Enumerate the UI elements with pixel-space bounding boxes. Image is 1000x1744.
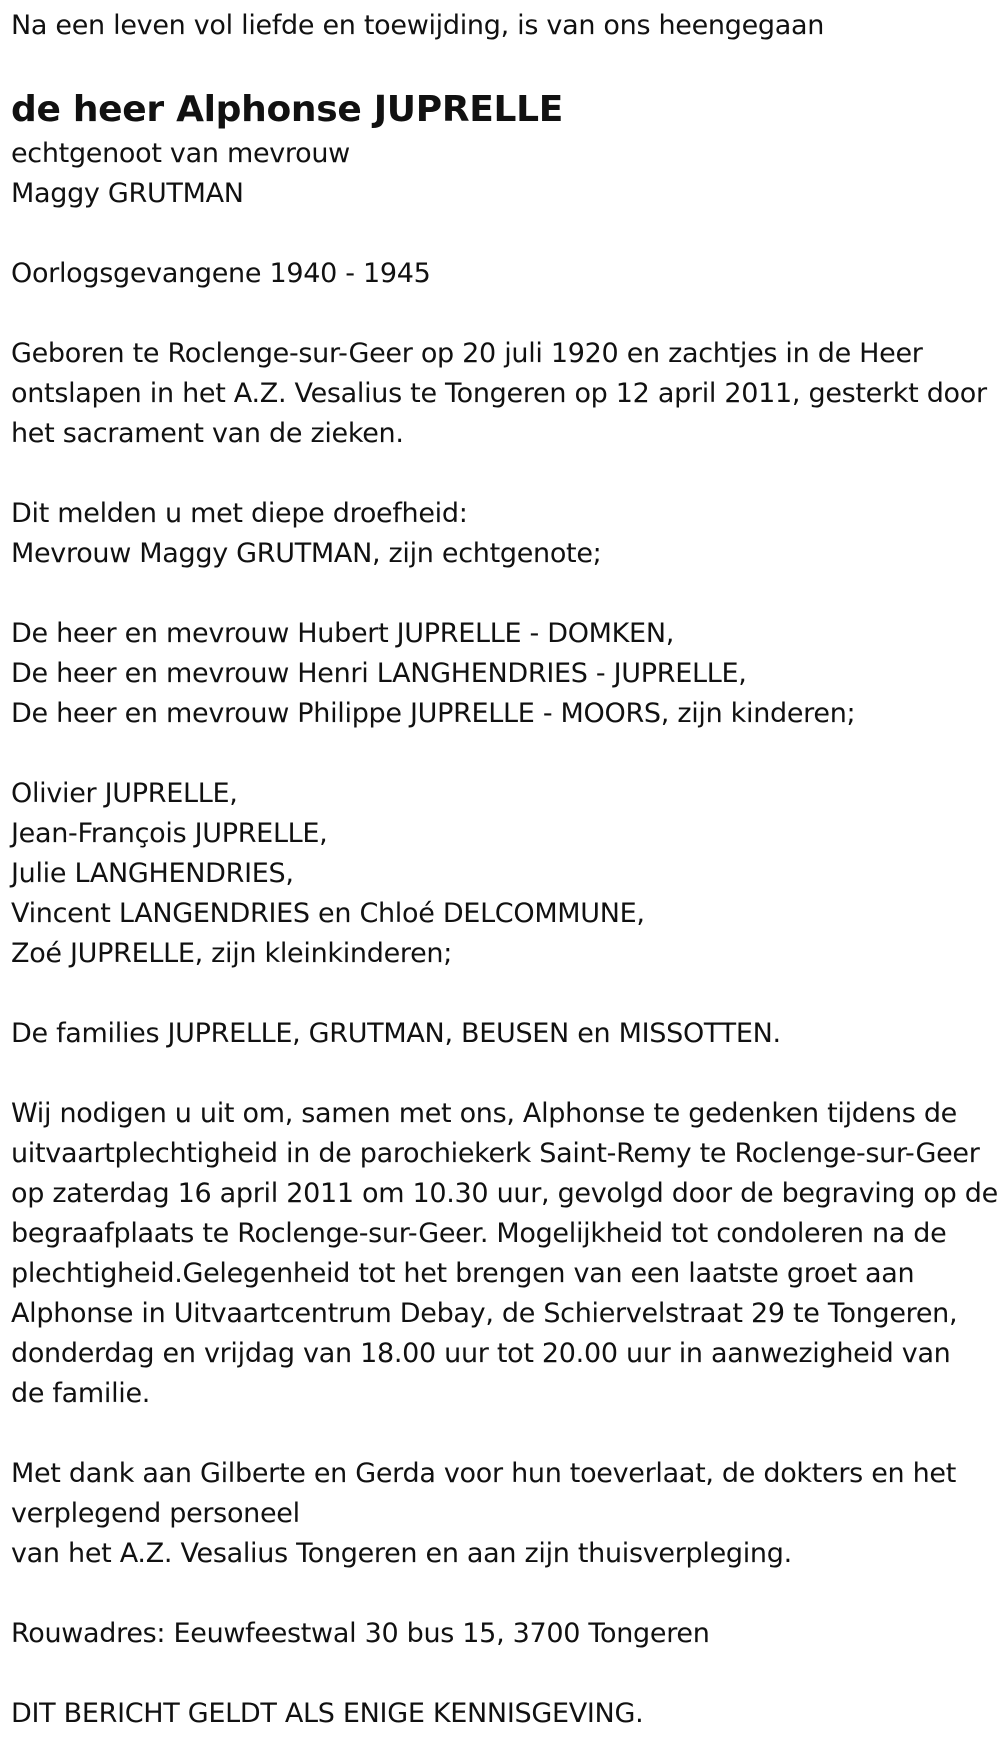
paragraph-line: donderdag en vrijdag van 18.00 uur tot 20.00 uur in aanwezigheid van <box>11 1338 951 1369</box>
spouse-entry: Mevrouw Maggy GRUTMAN, zijn echtgenote; <box>11 538 602 569</box>
list-item: De heer en mevrouw Henri LANGHENDRIES - JUPRELLE, <box>11 658 747 689</box>
spacer <box>11 1574 991 1614</box>
list-item: Jean-François JUPRELLE, <box>11 818 328 849</box>
paragraph-line: Geboren te Roclenge-sur-Geer op 20 juli 1920 en zachtjes in de Heer <box>11 338 923 369</box>
paragraph-line: Wij nodigen u uit om, samen met ons, Alphonse te gedenken tijdens de <box>11 1098 957 1129</box>
paragraph-line: het sacrament van de zieken. <box>11 418 404 449</box>
thanks-paragraph <box>11 1454 991 1574</box>
spacer <box>11 46 991 86</box>
list-item: Olivier JUPRELLE, <box>11 778 238 809</box>
death-notice <box>11 0 998 1734</box>
ceremony-paragraph <box>11 1094 998 1414</box>
spacer <box>11 974 991 1014</box>
grandchildren-list <box>11 774 991 974</box>
spacer <box>11 574 991 614</box>
spacer <box>11 1054 991 1094</box>
list-item: Vincent LANGENDRIES en Chloé DELCOMMUNE, <box>11 898 645 929</box>
paragraph-line: verplegend personeel <box>11 1498 300 1529</box>
paragraph-line: op zaterdag 16 april 2011 om 10.30 uur, gevolgd door de begraving op de <box>11 1178 998 1209</box>
list-item: Zoé JUPRELLE, zijn kleinkinderen; <box>11 938 453 969</box>
paragraph-line: plechtigheid.Gelegenheid tot het brengen van een laatste groet aan <box>11 1258 915 1289</box>
list-item: De heer en mevrouw Philippe JUPRELLE - MOORS, zijn kinderen; <box>11 698 856 729</box>
spouse-line-1: echtgenoot van mevrouw <box>11 138 350 169</box>
paragraph-line: ontslapen in het A.Z. Vesalius te Tongeren op 12 april 2011, gesterkt door <box>11 378 987 409</box>
paragraph-line: Met dank aan Gilberte en Gerda voor hun toeverlaat, de dokters en het <box>11 1458 957 1489</box>
mourning-address: Rouwadres: Eeuwfeestwal 30 bus 15, 3700 Tongeren <box>11 1618 710 1649</box>
war-status: Oorlogsgevangene 1940 - 1945 <box>11 258 431 289</box>
spacer <box>11 1654 991 1694</box>
spacer <box>11 214 991 254</box>
spouse-line-2: Maggy GRUTMAN <box>11 178 244 209</box>
paragraph-line: Alphonse in Uitvaartcentrum Debay, de Schiervelstraat 29 te Tongeren, <box>11 1298 958 1329</box>
spacer <box>11 454 991 494</box>
list-item: De heer en mevrouw Hubert JUPRELLE - DOMKEN, <box>11 618 675 649</box>
paragraph-line: uitvaartplechtigheid in de parochiekerk Saint-Remy te Roclenge-sur-Geer <box>11 1138 980 1169</box>
spacer <box>11 1414 991 1454</box>
paragraph-line: van het A.Z. Vesalius Tongeren en aan zijn thuisverpleging. <box>11 1538 792 1569</box>
intro-text: Na een leven vol liefde en toewijding, is van ons heengegaan <box>11 10 825 41</box>
paragraph-line: de familie. <box>11 1378 151 1409</box>
announcement-intro: Dit melden u met diepe droefheid: <box>11 498 468 529</box>
closing-statement: DIT BERICHT GELDT ALS ENIGE KENNISGEVING. <box>11 1698 644 1729</box>
paragraph-line: begraafplaats te Roclenge-sur-Geer. Mogelijkheid tot condoleren na de <box>11 1218 947 1249</box>
spacer <box>11 294 991 334</box>
birth-death-paragraph <box>11 334 991 454</box>
spacer <box>11 734 991 774</box>
children-list <box>11 614 991 734</box>
list-item: Julie LANGHENDRIES, <box>11 858 294 889</box>
deceased-name: de heer Alphonse JUPRELLE <box>11 89 564 130</box>
families-line: De families JUPRELLE, GRUTMAN, BEUSEN en MISSOTTEN. <box>11 1018 781 1049</box>
